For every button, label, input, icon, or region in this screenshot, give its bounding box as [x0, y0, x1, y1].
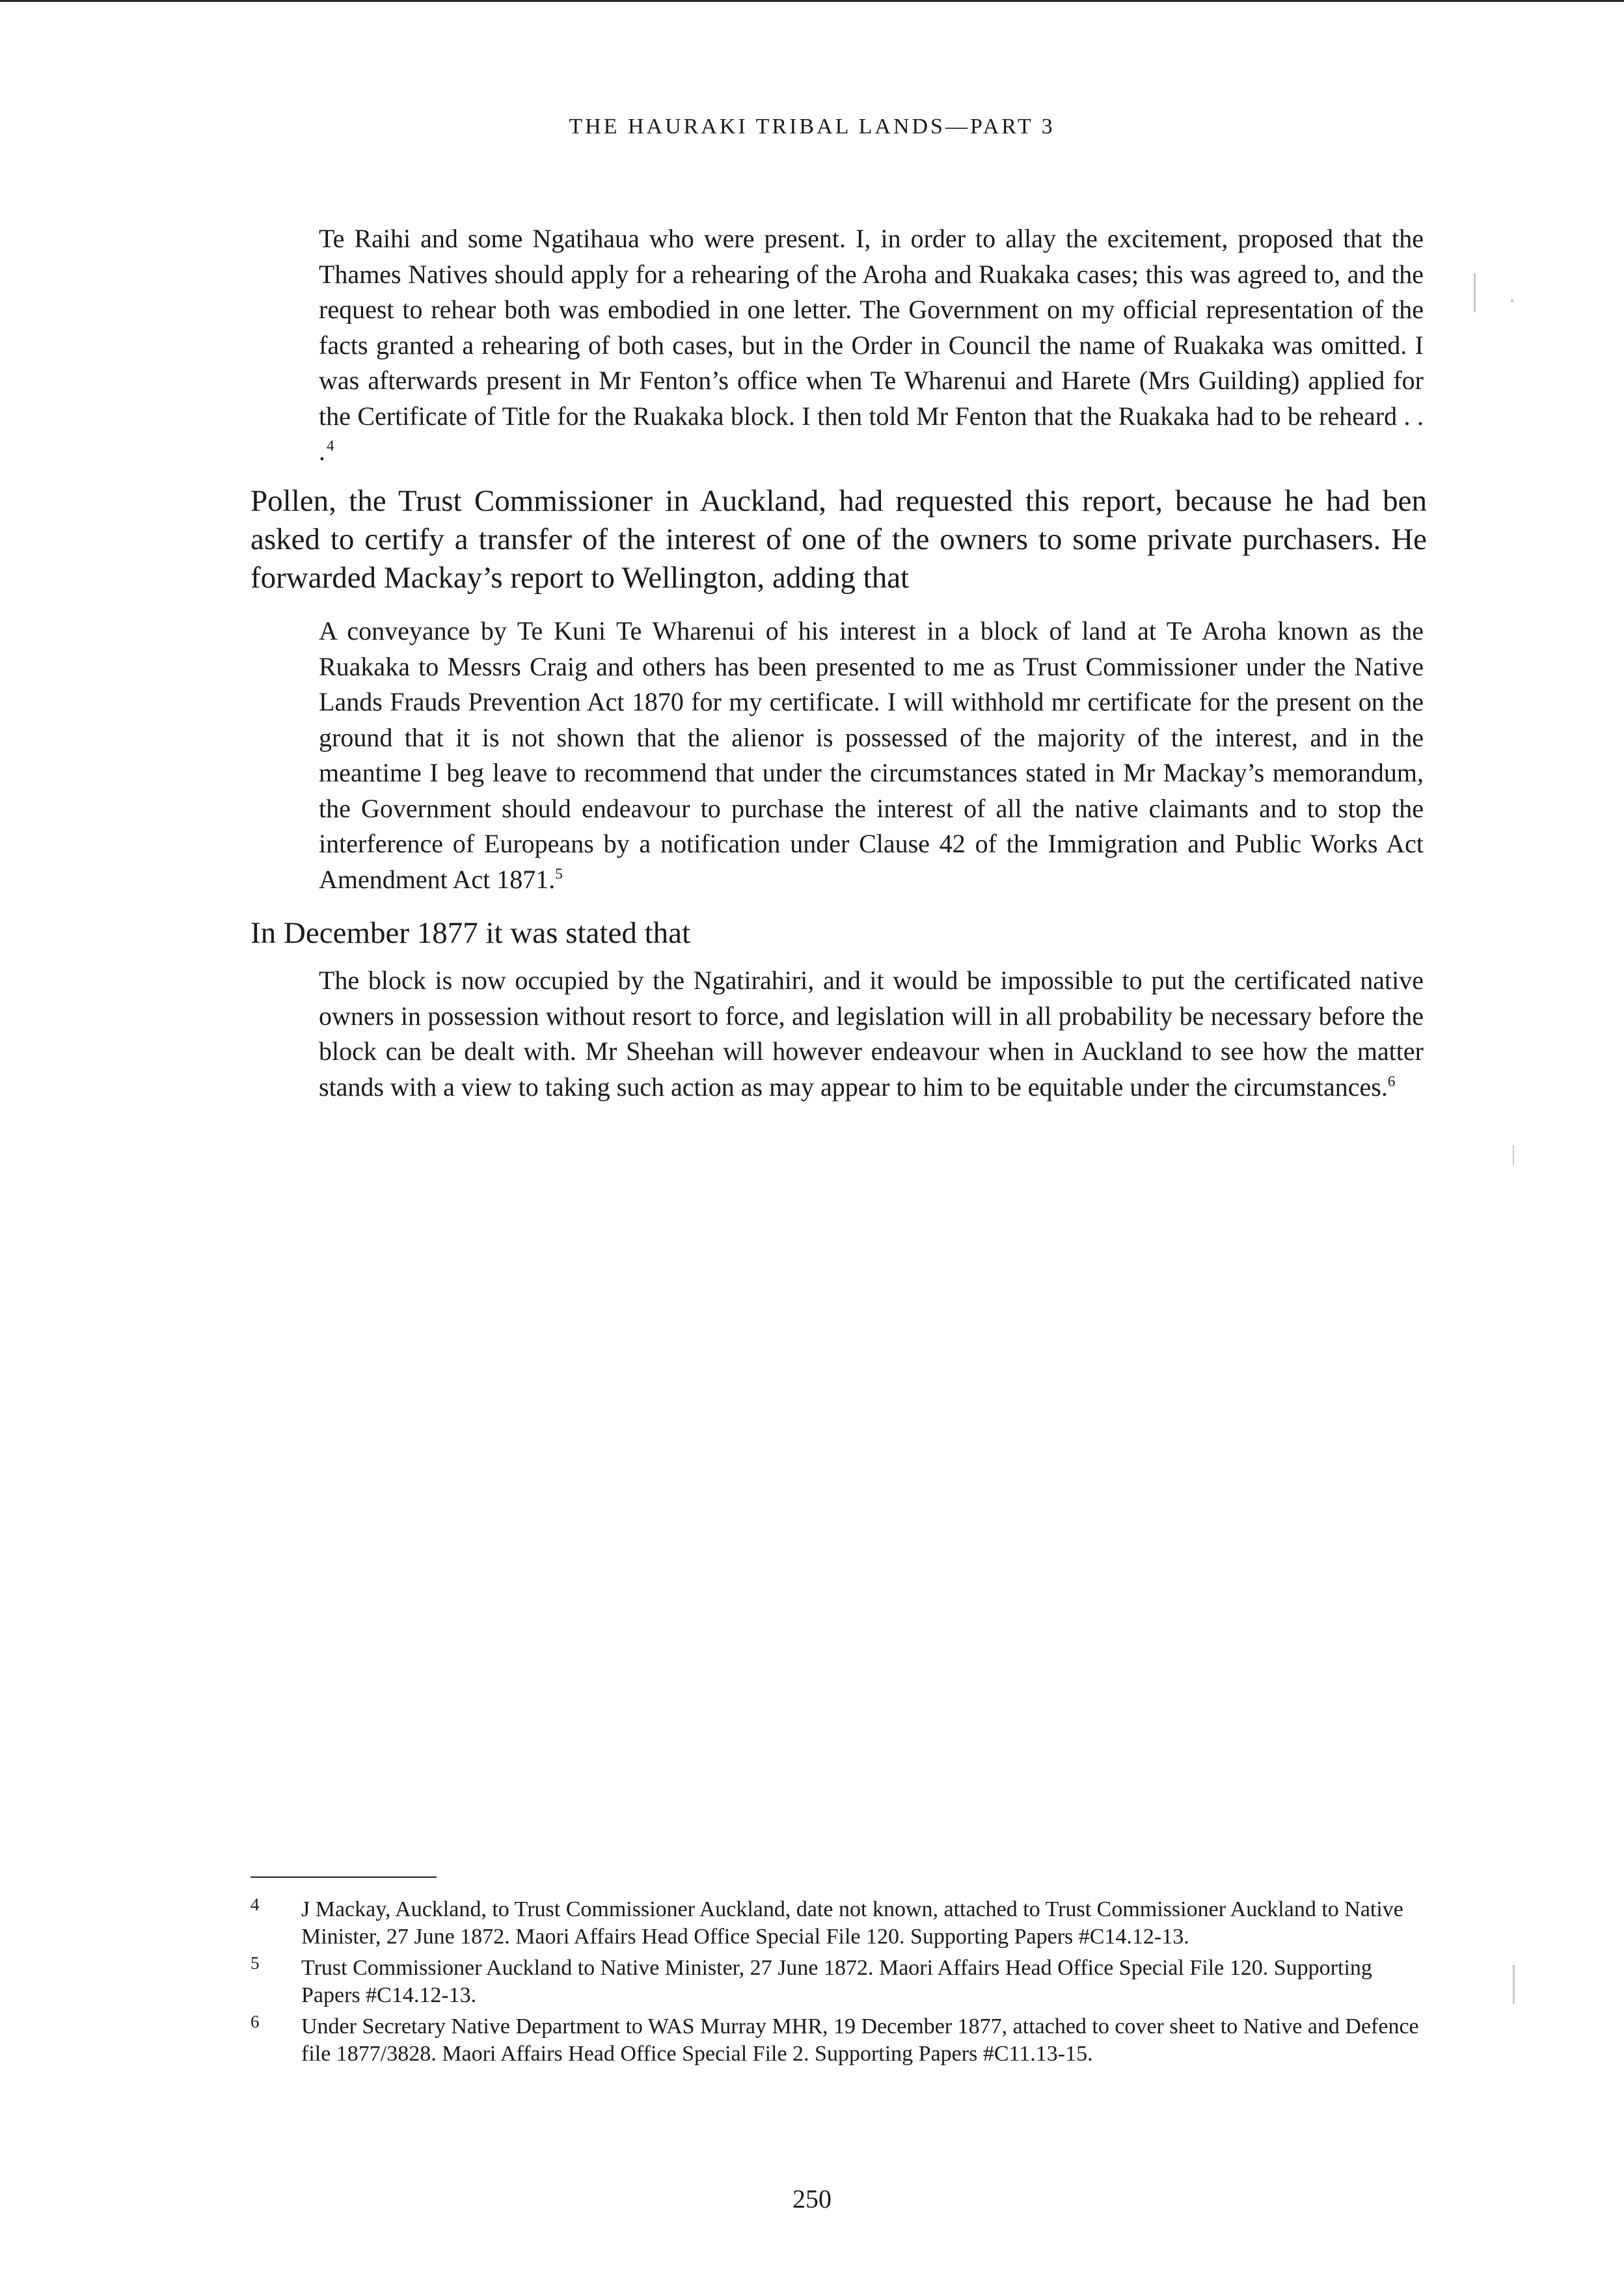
footnote-4 [250, 1896, 1427, 1951]
footnote-separator [250, 1876, 437, 1878]
top-border [0, 0, 1624, 2]
running-head: THE HAURAKI TRIBAL LANDS—PART 3 [569, 115, 1055, 139]
scan-artifact-mark [1474, 273, 1476, 312]
scan-artifact-dot [1511, 299, 1513, 302]
footnote-ref-5[interactable]: 5 [555, 865, 563, 883]
footnote-5 [250, 1955, 1427, 2009]
body-paragraph-december: In December 1877 it was stated that [250, 916, 691, 950]
footnote-ref-4[interactable]: 4 [326, 437, 334, 455]
footnote-ref-6[interactable]: 6 [1387, 1073, 1396, 1091]
block-quote-ngatirahiri [319, 963, 1424, 1105]
footnote-text: J Mackay, Auckland, to Trust Commissioner Auckland, date not known, attached to Trust Commissioner Auckland to Native Minister, 27 June 1872. Maori Affairs Head Office Special File 120. Supporting Papers #C14.12-13. [301, 1897, 1403, 1949]
quote-text: The block is now occupied by the Ngatirahiri, and it would be impossible to put the certificated native owners in possession without resort to force, and legislation will in all probability be necessary before the block can be dealt with. Mr Sheehan will however endeavour when in Auckland to see how the matter stands with a view to taking such action as may appear to him to be equitable under the circumstances. [319, 966, 1424, 1102]
footnote-6 [250, 2013, 1427, 2068]
footnotes [250, 1896, 1427, 2068]
page-number: 250 [792, 2184, 832, 2214]
block-quote-trust-commissioner [319, 614, 1424, 897]
footnote-number: 5 [250, 1953, 260, 1973]
footnote-number: 6 [250, 2012, 260, 2031]
footnote-text: Under Secretary Native Department to WAS Murray MHR, 19 December 1877, attached to cover sheet to Native and Defence file 1877/3828. Maori Affairs Head Office Special File 2. Supporting Papers #C11.13-15. [301, 2014, 1419, 2066]
footnote-number: 4 [250, 1895, 260, 1914]
scan-artifact-mark [1513, 1965, 1515, 2004]
block-quote-mackay [319, 221, 1424, 470]
quote-text: Te Raihi and some Ngatihaua who were present. I, in order to allay the excitement, proposed that the Thames Natives should apply for a rehearing of the Aroha and Ruakaka cases; this was agreed to, and the request to rehear both was embodied in one letter. The Government on my official representation of the facts granted a rehearing of both cases, but in the Order in Council the name of Ruakaka was omitted. I was afterwards present in Mr Fenton’s office when Te Wharenui and Harete (Mrs Guilding) applied for the Certificate of Title for the Ruakaka block. I then told Mr Fenton that the Ruakaka had to be reheard . . . [319, 224, 1424, 466]
footnote-text: Trust Commissioner Auckland to Native Minister, 27 June 1872. Maori Affairs Head Office Special File 120. Supporting Papers #C14.12-13. [301, 1956, 1372, 2007]
quote-text: A conveyance by Te Kuni Te Wharenui of his interest in a block of land at Te Aroha known as the Ruakaka to Messrs Craig and others has been presented to me as Trust Commissioner under the Native Lands Frauds Prevention Act 1870 for my certificate. I will withhold mr certificate for the present on the ground that it is not shown that the alienor is possessed of the majority of the interest, and in the meantime I beg leave to recommend that under the circumstances stated in Mr Mackay’s memorandum, the Government should endeavour to purchase the interest of all the native claimants and to stop the interference of Europeans by a notification under Clause 42 of the Immigration and Public Works Act Amendment Act 1871. [319, 616, 1424, 894]
body-paragraph-pollen: Pollen, the Trust Commissioner in Auckland, had requested this report, because he had ben asked to certify a transfer of the interest of one of the owners to some private purchasers. He forwarded Mackay’s report to Wellington, adding that [250, 484, 1427, 595]
scan-artifact-mark [1513, 1145, 1514, 1165]
